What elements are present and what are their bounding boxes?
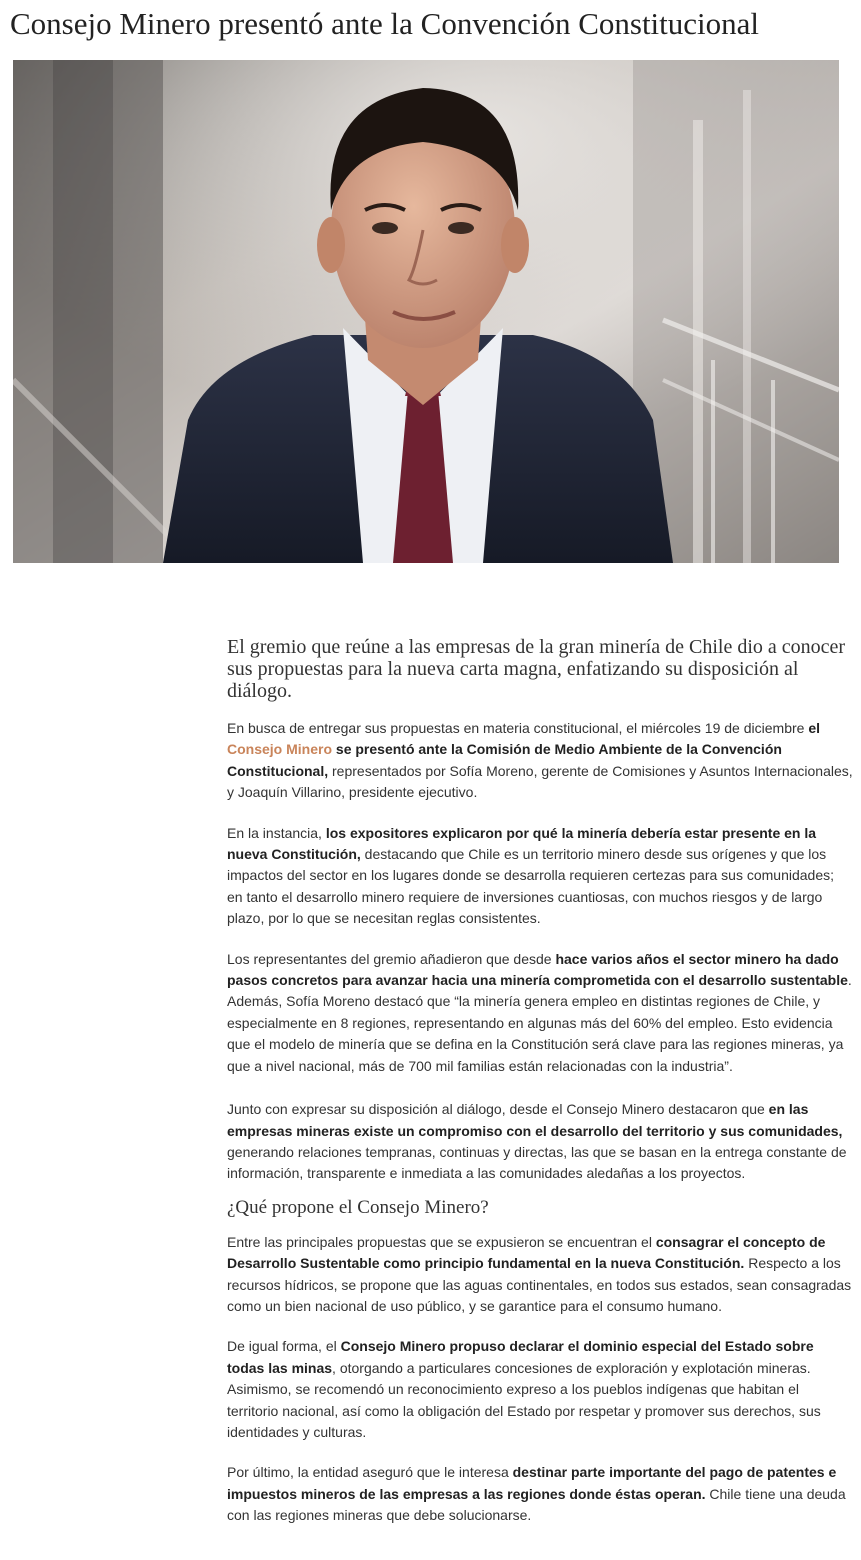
paragraph-1 (227, 718, 853, 804)
paragraph-text: Entre las principales propuestas que se expusieron se encuentran el (227, 1233, 656, 1250)
paragraph-4 (227, 1099, 853, 1185)
article-title: Consejo Minero presentó ante la Convención Constitucional (10, 6, 760, 41)
paragraph-2 (227, 823, 853, 930)
article-lead: El gremio que reúne a las empresas de la gran minería de Chile dio a conocer sus propuestas para la nueva carta magna, enfatizando su disposición al diálogo. (227, 636, 846, 702)
paragraph-bold: consagrar el concepto de Desarrollo Sustentable como principio fundamental en la nueva Constitución. (227, 1233, 826, 1272)
paragraph-text: destacando que Chile es un territorio minero desde sus orígenes y que los impactos del sector en los lugares donde se desarrolla requieren certezas para sus comunidades; en tanto el desarrollo minero requiere de inversiones cuantiosas, con muchos riesgos y de largo plazo, por lo que se necesitan reglas consistentes. (227, 846, 835, 927)
paragraph-6 (227, 1336, 853, 1443)
paragraph-text: . Además, Sofía Moreno destacó que “la minería genera empleo en distintas regiones de Chile, y especialmente en 8 regiones, representando en algunas más del 60% del empleo. Esto evidencia que el modelo de minería que se defina en la Constitución será clave para las regiones mineras, ya que a nivel nacional, más de 700 mil familias están relacionadas con la industria”. (227, 972, 852, 1074)
paragraph-5 (227, 1232, 853, 1318)
paragraph-text: Junto con expresar su disposición al diálogo, desde el Consejo Minero destacaron que (227, 1101, 769, 1118)
paragraph-text: En busca de entregar sus propuestas en materia constitucional, el miércoles 19 de diciembre (227, 720, 809, 736)
portrait-image (13, 60, 839, 563)
paragraph-bold: en las empresas mineras existe un compromiso con el desarrollo del territorio y sus comunidades, (227, 1101, 843, 1139)
article-body (227, 636, 853, 1546)
paragraph-bold: los expositores explicaron por qué la minería debería estar presente en la nueva Constitución, (227, 824, 817, 863)
paragraph-text: Chile tiene una deuda con las regiones mineras que debe solucionarse. (227, 1485, 846, 1524)
paragraph-bold: el (808, 720, 821, 736)
paragraph-text: De igual forma, el (227, 1338, 341, 1355)
paragraph-text: representados por Sofía Moreno, gerente de Comisiones y Asuntos Internacionales, y Joaquín Villarino, presidente ejecutivo. (227, 762, 853, 801)
paragraph-bold: destinar parte importante del pago de patentes e impuestos mineros de las empresas a las regiones donde éstas operan. (227, 1464, 837, 1502)
paragraph-text: En la instancia, (227, 824, 326, 841)
consejo-minero-link[interactable]: Consejo Minero (227, 741, 333, 758)
paragraph-text: Los representantes del gremio añadieron que desde (227, 950, 556, 967)
paragraph-bold: se presentó ante la Comisión de Medio Ambiente de la Convención Constitucional, (227, 741, 782, 779)
paragraph-text: Por último, la entidad aseguró que le interesa (227, 1464, 513, 1481)
hero-photo (13, 60, 839, 563)
paragraph-3 (227, 949, 853, 1077)
paragraph-text: , otorgando a particulares concesiones de exploración y explotación mineras. Asimismo, se recomendó un reconocimiento expreso a los pueblos indígenas que habitan el territorio nacional, así como la obligación del Estado por respetar y promover sus derechos, sus identidades y culturas. (227, 1359, 821, 1440)
paragraph-text: Respecto a los recursos hídricos, se propone que las aguas continentales, en todos sus estados, sean consagradas como un bien nacional de uso público, y se garantice para el consumo humano. (227, 1255, 852, 1314)
paragraph-7 (227, 1462, 853, 1526)
paragraph-bold: hace varios años el sector minero ha dado pasos concretos para avanzar hacia una minería comprometida con el desarrollo sustentable (227, 950, 848, 989)
section-subheading: ¿Qué propone el Consejo Minero? (227, 1196, 489, 1218)
paragraph-text: generando relaciones tempranas, continuas y directas, las que se basan en la entrega constante de información, transparente e inmediata a las comunidades aledañas a los proyectos. (227, 1143, 847, 1182)
paragraph-bold: Consejo Minero propuso declarar el dominio especial del Estado sobre todas las minas (227, 1338, 814, 1376)
